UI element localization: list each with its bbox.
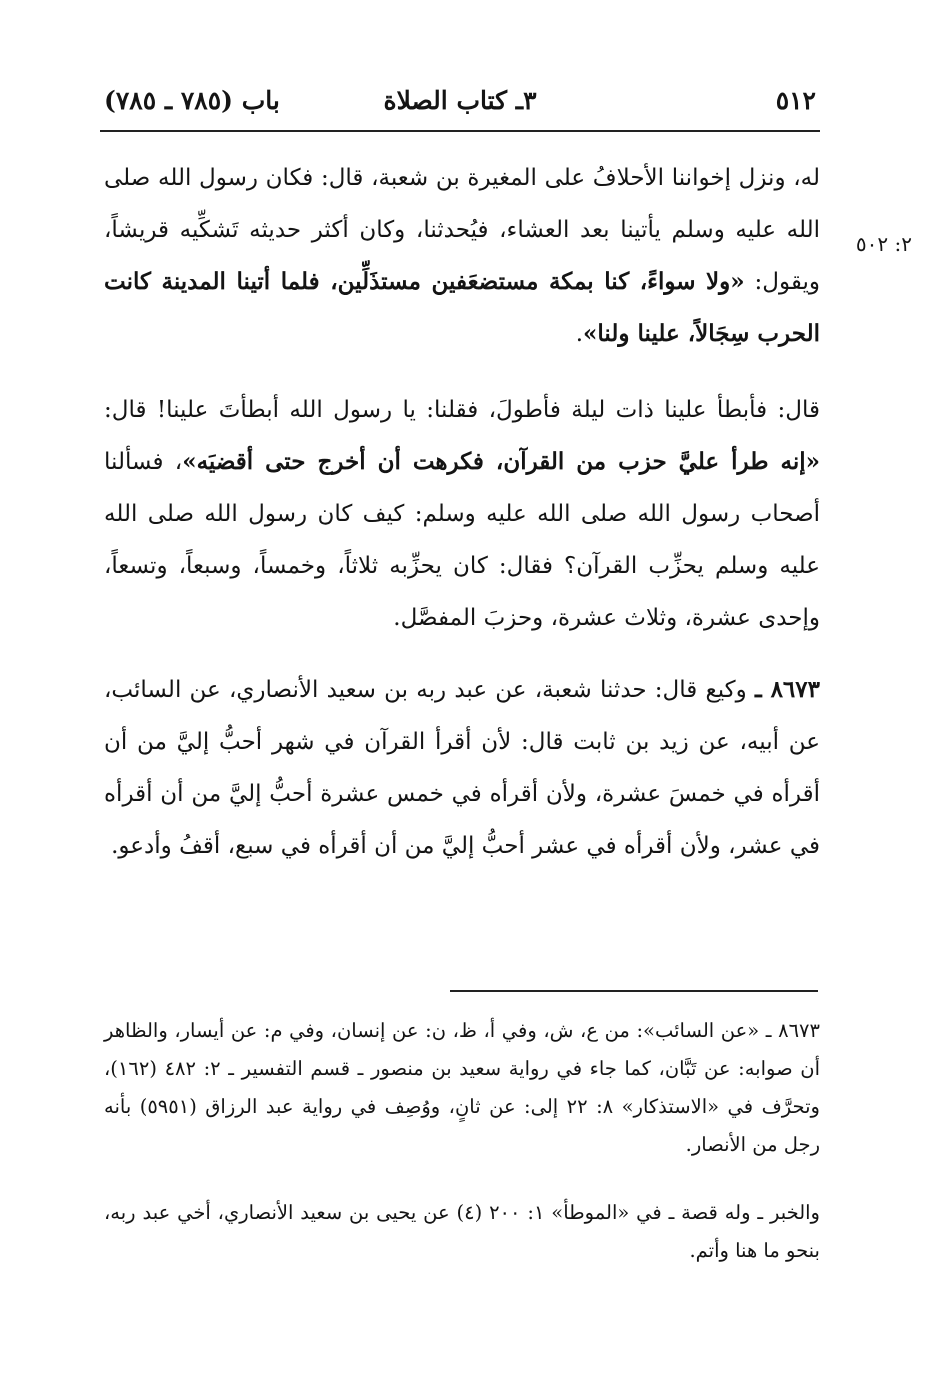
paragraph-1: [104, 152, 820, 360]
paragraph-2-rest: ، فسألنا أصحاب رسول الله صلى الله عليه وسلم: كيف كان رسول الله صلى الله عليه وسلم يحزِّب القرآن؟ فقال: كان يحزِّبه ثلاثاً، وخمساً، وسبعاً، وتسعاً، وإحدى عشرة، وثلاث عشرة، وحزبَ المفصَّل.: [104, 449, 820, 631]
paragraph-1-text: له، ونزل إخواننا الأحلافُ على المغيرة بن شعبة، قال: فكان رسول الله صلى الله عليه وسلم يأتينا بعد العشاء، فيُحدثنا، وكان أكثر حديثه تَشكِّيه قريشاً، ويقول:: [104, 165, 821, 295]
hadith-text: وكيع قال: حدثنا شعبة، عن عبد ربه بن سعيد الأنصاري، عن السائب، عن أبيه، عن زيد بن ثابت قال: لأن أقرأ القرآن في شهر أحبُّ إليَّ من أن أقرأه في خمسَ عشرة، ولأن أقرأه في خمس عشرة أحبُّ إليَّ من أن أقرأه في عشر، ولأن أقرأه في عشر أحبُّ إليَّ من أن أقرأه في سبع، أقفُ وأدعو.: [104, 677, 820, 859]
footnote-1: ٨٦٧٣ ـ «عن السائب»: من ع، ش، وفي أ، ظ، ن: عن إنسان، وفي م: عن أيسار، والظاهر أن صوابه: عن تَبَّان، كما جاء في رواية سعيد بن منصور ـ قسم التفسير ـ ٢: ٤٨٢ (١٦٢)، وتحرَّف في «الاستذكار» ٨: ٢٢ إلى: عن ثانٍ، ووُصِف في رواية عبد الرزاق (٥٩٥١) بأنه رجل من الأنصار.: [104, 1019, 820, 1156]
paragraph-2: [104, 384, 820, 644]
book-title: ٣ـ كتاب الصلاة: [383, 86, 537, 115]
hadith-number: ٨٦٧٣ ـ: [754, 676, 820, 703]
paragraph-2-text: قال: فأبطأ علينا ذات ليلة فأطولَ، فقلنا: يا رسول الله أبطأتَ علينا! قال:: [104, 397, 820, 423]
page-header: [100, 80, 820, 124]
chapter-title: باب (٧٨٥ ـ ٧٨٥): [104, 86, 280, 115]
margin-reference: ٢: ٥٠٢: [855, 232, 912, 256]
paragraph-1-quote: «ولا سواءً، كنا بمكة مستضعَفين مستذَلِّين، فلما أتينا المدينة كانت الحرب سِجَالاً، علينا ولنا»: [104, 268, 820, 347]
paragraph-2-quote: «إنه طرأ عليَّ حزب من القرآن، فكرهت أن أخرج حتى أقضيَه»: [182, 448, 820, 475]
footnote-divider: [450, 990, 818, 992]
footnote-2: والخبر ـ وله قصة ـ في «الموطأ» ١: ٢٠٠ (٤) عن يحيى بن سعيد الأنصاري، أخي عبد ربه، بنحو ما هنا وأتم.: [104, 1201, 820, 1262]
header-divider: [100, 130, 820, 132]
paragraph-1-end: .: [575, 321, 584, 347]
page-number: ٥١٢: [775, 86, 816, 115]
hadith-paragraph: [104, 664, 820, 872]
